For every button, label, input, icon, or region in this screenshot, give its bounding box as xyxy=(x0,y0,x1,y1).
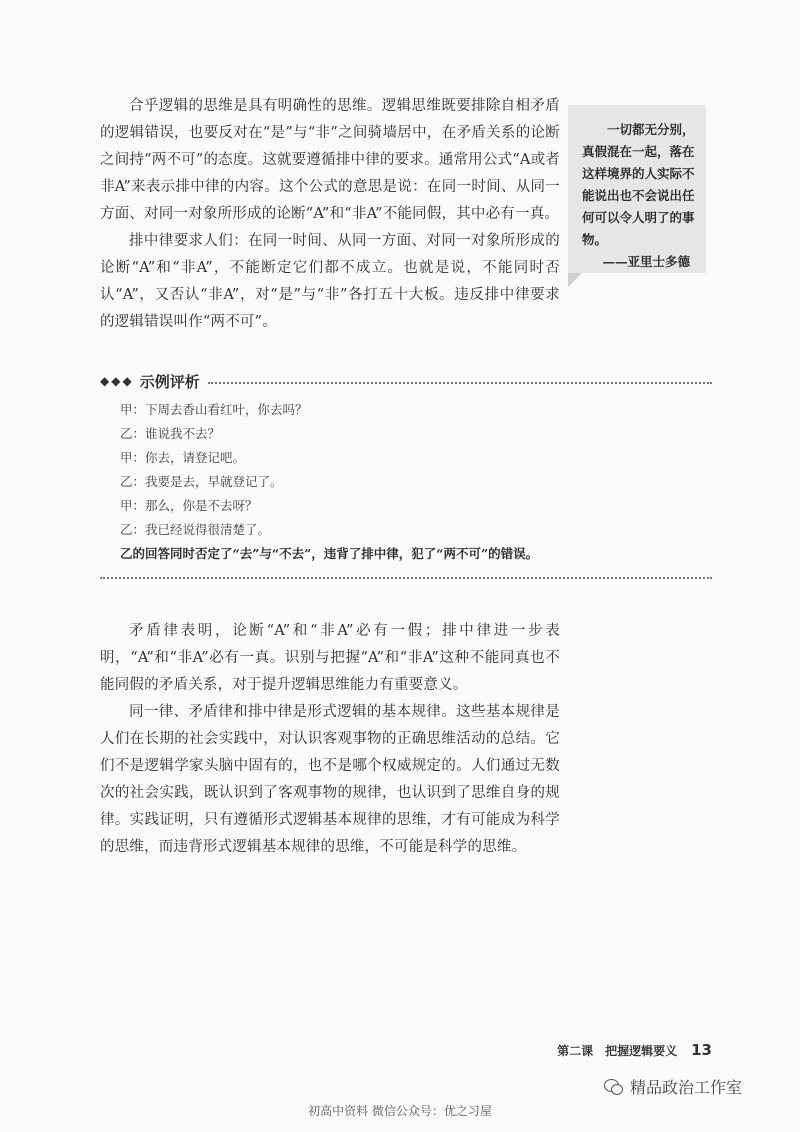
paragraph: 排中律要求人们：在同一时间、从同一方面、对同一对象所形成的论断“A”和“非A”，不能断定它们都不成立。也就是说，不能同时否认“A”，又否认“非A”，对“是”与“非”各打五十大板。违反排中律要求的逻辑错误叫作“两不可”。 xyxy=(100,233,560,330)
dotted-divider xyxy=(100,577,712,579)
example-section-title: 示例评析 xyxy=(139,372,200,391)
page-footer xyxy=(500,1041,712,1059)
dotted-divider xyxy=(208,382,712,384)
sidenote-author: ——亚里士多德 xyxy=(602,254,690,269)
dialogue-line: 乙：谁说我不去？ xyxy=(120,426,221,441)
watermark-text: 精品政治工作室 xyxy=(630,1078,743,1097)
paragraph: 矛盾律表明，论断“A”和“非A”必有一假；排中律进一步表明，“A”和“非A”必有一真。识别与把握“A”和“非A”这种不能同真也不能同假的矛盾关系，对于提升逻辑思维能力有重要意义。 xyxy=(100,623,560,693)
lesson-title: 第二课 把握逻辑要义 xyxy=(557,1044,678,1058)
dialogue-line: 乙：我已经说得很清楚了。 xyxy=(120,522,271,537)
watermark xyxy=(604,1075,742,1098)
dialogue-conclusion: 乙的回答同时否定了“去”与“不去”，违背了排中律，犯了“两不可”的错误。 xyxy=(120,546,539,561)
source-line: 初高中资料 微信公众号：优之习屋 xyxy=(308,1104,492,1118)
dialogue-line: 甲：你去，请登记吧。 xyxy=(120,450,246,465)
example-dialogue xyxy=(120,398,720,566)
example-section-header xyxy=(100,370,712,392)
paragraph: 同一律、矛盾律和排中律是形式逻辑的基本规律。这些基本规律是人们在长期的社会实践中，对认识客观事物的正确思维活动的总结。它们不是逻辑学家头脑中固有的，也不是哪个权威规定的。人们通过无数次的社会实践，既认识到了客观事物的规律，也认识到了思维自身的规律。实践证明，只有遵循形式逻辑基本规律的思维，才有可能成为科学的思维，而违背形式逻辑基本规律的思维，不可能是科学的思维。 xyxy=(100,704,560,855)
sidenote-quote: 一切都无分别，真假混在一起，落在这样境界的人实际不能说出也不会说出任何可以令人明了的事物。 xyxy=(582,122,695,247)
wechat-icon xyxy=(604,1079,624,1095)
diamond-marker-icon: ◆◆◆ xyxy=(100,374,134,388)
quote-sidenote xyxy=(568,105,706,273)
page-number: 13 xyxy=(691,1041,712,1059)
paragraph: 合乎逻辑的思维是具有明确性的思维。逻辑思维既要排除自相矛盾的逻辑错误，也要反对在“是”与“非”之间骑墙居中，在矛盾关系的论断之间持“两不可”的态度。这就要遵循排中律的要求。通常用公式“A或者非A”来表示排中律的内容。这个公式的意思是说：在同一时间、从同一方面、对同一对象所形成的论断“A”和“非A”不能同假，其中必有一真。 xyxy=(100,98,560,222)
main-text-section-2 xyxy=(100,618,560,861)
dialogue-line: 甲：那么，你是不去呀？ xyxy=(120,498,258,513)
main-text-section-1 xyxy=(100,93,560,336)
dialogue-line: 甲：下周去香山看红叶，你去吗？ xyxy=(120,402,308,417)
dialogue-line: 乙：我要是去，早就登记了。 xyxy=(120,474,283,489)
